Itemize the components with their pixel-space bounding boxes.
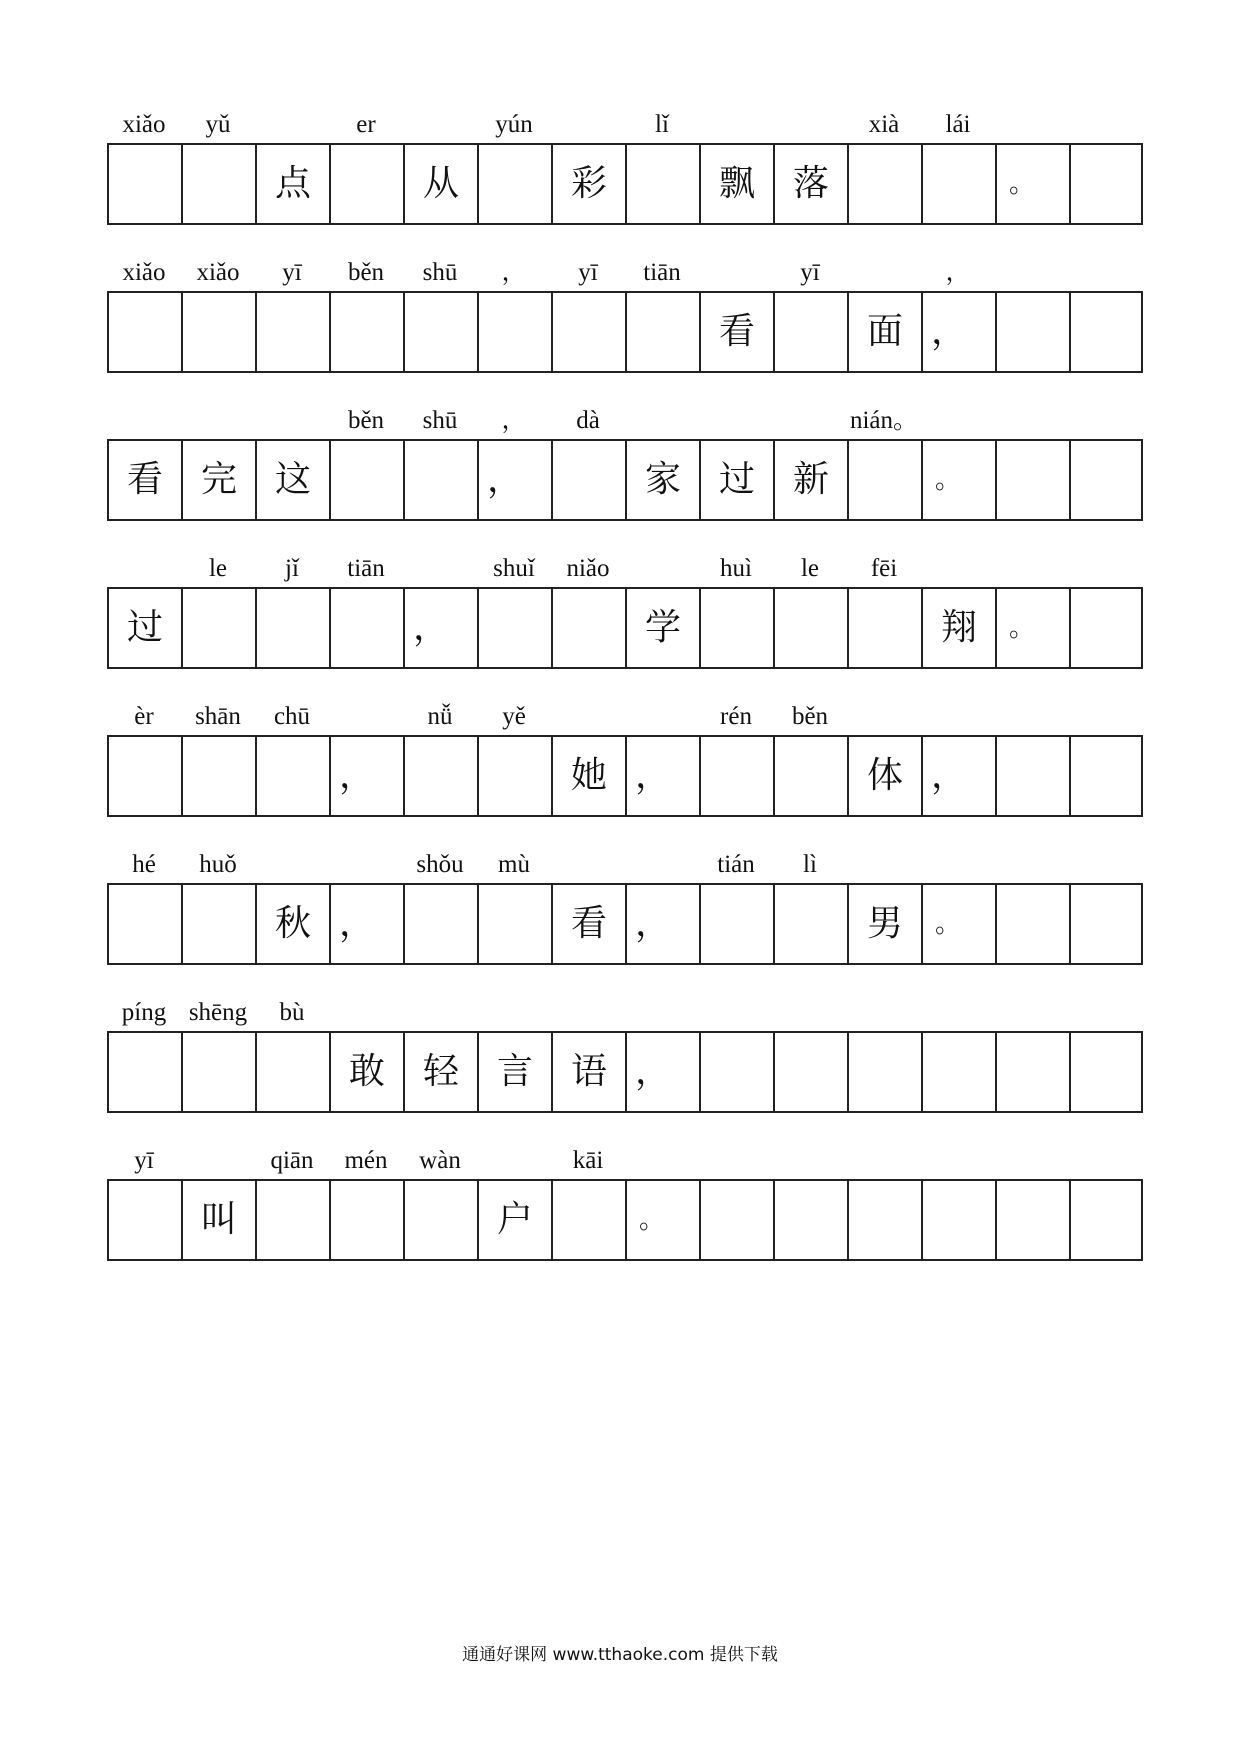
grid-cell-blank[interactable]: [477, 589, 551, 667]
grid-cell-blank[interactable]: [403, 737, 477, 815]
pinyin-syllable: shū: [422, 407, 458, 434]
grid-cell-blank[interactable]: [995, 293, 1069, 371]
pinyin-syllable: hé: [132, 851, 156, 878]
grid-cell-filled: 落: [773, 145, 847, 223]
exercise-row: [107, 688, 1143, 836]
grid-cell-blank[interactable]: [551, 1181, 625, 1259]
pinyin-syllable: yī: [282, 259, 302, 286]
character-grid: [107, 143, 1143, 225]
grid-cell-blank[interactable]: [181, 885, 255, 963]
grid-cell-blank[interactable]: [773, 885, 847, 963]
grid-cell-blank[interactable]: [773, 1181, 847, 1259]
grid-cell-blank[interactable]: [255, 1033, 329, 1111]
pinyin-syllable: běn: [791, 703, 829, 730]
pinyin-syllable: tián: [717, 851, 755, 878]
grid-cell-filled: 看: [551, 885, 625, 963]
grid-cell-filled: 家: [625, 441, 699, 519]
grid-cell-filled: 完: [181, 441, 255, 519]
character-grid: [107, 883, 1143, 965]
pinyin-syllable: bù: [279, 999, 305, 1026]
grid-cell-blank[interactable]: [255, 1181, 329, 1259]
pinyin-syllable: huǒ: [199, 851, 237, 878]
grid-cell-filled: 体: [847, 737, 921, 815]
grid-cell-filled: 看: [699, 293, 773, 371]
grid-cell-blank[interactable]: [1069, 441, 1143, 519]
pinyin-syllable: qiān: [270, 1147, 314, 1174]
pinyin-syllable: chū: [273, 703, 311, 730]
grid-cell-filled: 言: [477, 1033, 551, 1111]
grid-cell-blank[interactable]: [403, 293, 477, 371]
grid-cell-blank[interactable]: [699, 589, 773, 667]
exercise-row: [107, 984, 1143, 1132]
pinyin-syllable: běn: [347, 259, 385, 286]
grid-cell-blank[interactable]: [625, 145, 699, 223]
exercise-row: [107, 836, 1143, 984]
grid-cell-blank[interactable]: [847, 589, 921, 667]
grid-cell-filled: ，: [625, 737, 699, 815]
grid-cell-blank[interactable]: [995, 737, 1069, 815]
character-grid: [107, 587, 1143, 669]
grid-cell-blank[interactable]: [329, 293, 403, 371]
exercise-row: [107, 392, 1143, 540]
grid-cell-blank[interactable]: [995, 1033, 1069, 1111]
grid-cell-blank[interactable]: [699, 737, 773, 815]
grid-cell-filled: ，: [477, 441, 551, 519]
pinyin-syllable: nián。: [849, 407, 919, 434]
grid-cell-filled: ，: [403, 589, 477, 667]
grid-cell-blank[interactable]: [921, 1033, 995, 1111]
pinyin-syllable: tiān: [643, 259, 681, 286]
grid-cell-blank[interactable]: [403, 885, 477, 963]
grid-cell-blank[interactable]: [699, 1033, 773, 1111]
grid-cell-filled: ，: [329, 737, 403, 815]
grid-cell-blank[interactable]: [477, 145, 551, 223]
pinyin-syllable: píng: [121, 999, 167, 1026]
grid-cell-blank[interactable]: [625, 293, 699, 371]
grid-cell-blank[interactable]: [551, 293, 625, 371]
grid-cell-blank[interactable]: [847, 1181, 921, 1259]
grid-cell-blank[interactable]: [329, 145, 403, 223]
grid-cell-filled: 敢: [329, 1033, 403, 1111]
pinyin-syllable: yī: [578, 259, 598, 286]
grid-cell-filled: 。: [995, 145, 1069, 223]
grid-cell-filled: 学: [625, 589, 699, 667]
grid-cell-blank[interactable]: [995, 441, 1069, 519]
pinyin-syllable: ，: [501, 407, 527, 434]
grid-cell-blank[interactable]: [403, 1181, 477, 1259]
grid-cell-blank[interactable]: [255, 737, 329, 815]
pinyin-syllable: shū: [422, 259, 458, 286]
exercise-row: [107, 96, 1143, 244]
pinyin-syllable: yī: [134, 1147, 154, 1174]
grid-cell-filled: ，: [625, 1033, 699, 1111]
grid-cell-filled: 新: [773, 441, 847, 519]
grid-cell-blank[interactable]: [699, 1181, 773, 1259]
grid-cell-filled: 。: [921, 441, 995, 519]
pinyin-syllable: er: [356, 111, 376, 138]
pinyin-syllable: yǔ: [205, 111, 231, 138]
pinyin-syllable: lì: [803, 851, 817, 878]
grid-cell-filled: 。: [921, 885, 995, 963]
grid-cell-blank[interactable]: [1069, 145, 1143, 223]
grid-cell-blank[interactable]: [1069, 1033, 1143, 1111]
grid-cell-blank[interactable]: [921, 145, 995, 223]
pinyin-syllable: xiǎo: [196, 259, 240, 286]
grid-cell-filled: 彩: [551, 145, 625, 223]
grid-cell-filled: 点: [255, 145, 329, 223]
grid-cell-blank[interactable]: [1069, 885, 1143, 963]
grid-cell-blank[interactable]: [255, 589, 329, 667]
grid-cell-filled: 轻: [403, 1033, 477, 1111]
exercise-row: [107, 1132, 1143, 1280]
pinyin-syllable: le: [208, 555, 228, 582]
grid-cell-filled: ，: [329, 885, 403, 963]
pinyin-syllable: mù: [498, 851, 530, 878]
grid-cell-blank[interactable]: [329, 441, 403, 519]
pinyin-syllable: nǚ: [427, 703, 453, 730]
grid-cell-blank[interactable]: [181, 737, 255, 815]
pinyin-syllable: yě: [502, 703, 526, 730]
grid-cell-blank[interactable]: [921, 1181, 995, 1259]
pinyin-syllable: huì: [720, 555, 752, 582]
grid-cell-blank[interactable]: [995, 1181, 1069, 1259]
grid-cell-blank[interactable]: [107, 885, 181, 963]
pinyin-syllable: yī: [800, 259, 820, 286]
pinyin-syllable: èr: [134, 703, 154, 730]
pinyin-syllable: rén: [720, 703, 752, 730]
pinyin-syllable: xiǎo: [122, 111, 166, 138]
grid-cell-blank[interactable]: [1069, 293, 1143, 371]
pinyin-syllable: xià: [868, 111, 900, 138]
exercise-row: [107, 540, 1143, 688]
grid-cell-filled: 户: [477, 1181, 551, 1259]
pinyin-syllable: mén: [344, 1147, 388, 1174]
grid-cell-filled: ，: [921, 737, 995, 815]
exercise-row: [107, 244, 1143, 392]
pinyin-syllable: xiǎo: [122, 259, 166, 286]
grid-cell-filled: 翔: [921, 589, 995, 667]
character-grid: [107, 735, 1143, 817]
grid-cell-filled: 过: [699, 441, 773, 519]
grid-cell-blank[interactable]: [773, 293, 847, 371]
grid-cell-filled: 语: [551, 1033, 625, 1111]
grid-cell-filled: 面: [847, 293, 921, 371]
grid-cell-blank[interactable]: [181, 293, 255, 371]
pinyin-syllable: lái: [945, 111, 971, 138]
grid-cell-blank[interactable]: [847, 1033, 921, 1111]
grid-cell-blank[interactable]: [477, 293, 551, 371]
grid-cell-filled: 男: [847, 885, 921, 963]
grid-cell-blank[interactable]: [847, 441, 921, 519]
grid-cell-blank[interactable]: [551, 589, 625, 667]
grid-cell-blank[interactable]: [181, 589, 255, 667]
pinyin-syllable: dà: [576, 407, 600, 434]
grid-cell-blank[interactable]: [107, 293, 181, 371]
pinyin-syllable: fēi: [870, 555, 898, 582]
pinyin-syllable: tiān: [347, 555, 385, 582]
grid-cell-blank[interactable]: [329, 589, 403, 667]
grid-cell-blank[interactable]: [995, 885, 1069, 963]
grid-cell-blank[interactable]: [477, 885, 551, 963]
pinyin-syllable: kāi: [572, 1147, 604, 1174]
character-grid: [107, 1031, 1143, 1113]
grid-cell-filled: 看: [107, 441, 181, 519]
grid-cell-filled: 。: [625, 1181, 699, 1259]
grid-cell-blank[interactable]: [773, 1033, 847, 1111]
grid-cell-blank[interactable]: [699, 885, 773, 963]
grid-cell-blank[interactable]: [107, 1033, 181, 1111]
grid-cell-blank[interactable]: [847, 145, 921, 223]
grid-cell-filled: 。: [995, 589, 1069, 667]
grid-cell-blank[interactable]: [181, 1033, 255, 1111]
pinyin-syllable: yún: [495, 111, 533, 138]
character-grid: [107, 439, 1143, 521]
grid-cell-blank[interactable]: [773, 589, 847, 667]
pinyin-syllable: ，: [501, 259, 527, 286]
grid-cell-blank[interactable]: [255, 293, 329, 371]
grid-cell-blank[interactable]: [107, 145, 181, 223]
grid-cell-blank[interactable]: [403, 441, 477, 519]
grid-cell-filled: 秋: [255, 885, 329, 963]
grid-cell-blank[interactable]: [107, 1181, 181, 1259]
pinyin-syllable: běn: [347, 407, 385, 434]
grid-cell-blank[interactable]: [773, 737, 847, 815]
pinyin-syllable: lǐ: [655, 111, 669, 138]
pinyin-syllable: niǎo: [566, 555, 610, 582]
grid-cell-filled: 叫: [181, 1181, 255, 1259]
pinyin-syllable: shēng: [188, 999, 248, 1026]
grid-cell-blank[interactable]: [551, 441, 625, 519]
grid-cell-blank[interactable]: [1069, 737, 1143, 815]
footer-credit: 通通好课网 www.tthaoke.com 提供下载: [462, 1645, 778, 1665]
grid-cell-blank[interactable]: [1069, 1181, 1143, 1259]
grid-cell-blank[interactable]: [1069, 589, 1143, 667]
pinyin-syllable: shuǐ: [493, 555, 535, 582]
pinyin-syllable: ，: [945, 259, 971, 286]
pinyin-syllable: jǐ: [285, 555, 299, 582]
grid-cell-filled: 飘: [699, 145, 773, 223]
grid-cell-blank[interactable]: [477, 737, 551, 815]
grid-cell-filled: ，: [625, 885, 699, 963]
character-grid: [107, 291, 1143, 373]
grid-cell-blank[interactable]: [329, 1181, 403, 1259]
pinyin-syllable: le: [800, 555, 820, 582]
grid-cell-filled: 她: [551, 737, 625, 815]
grid-cell-filled: ，: [921, 293, 995, 371]
pinyin-syllable: wàn: [419, 1147, 461, 1174]
pinyin-syllable: shān: [195, 703, 241, 730]
grid-cell-filled: 这: [255, 441, 329, 519]
grid-cell-blank[interactable]: [107, 737, 181, 815]
grid-cell-filled: 从: [403, 145, 477, 223]
pinyin-syllable: shǒu: [416, 851, 464, 878]
grid-cell-blank[interactable]: [181, 145, 255, 223]
grid-cell-filled: 过: [107, 589, 181, 667]
character-grid: [107, 1179, 1143, 1261]
